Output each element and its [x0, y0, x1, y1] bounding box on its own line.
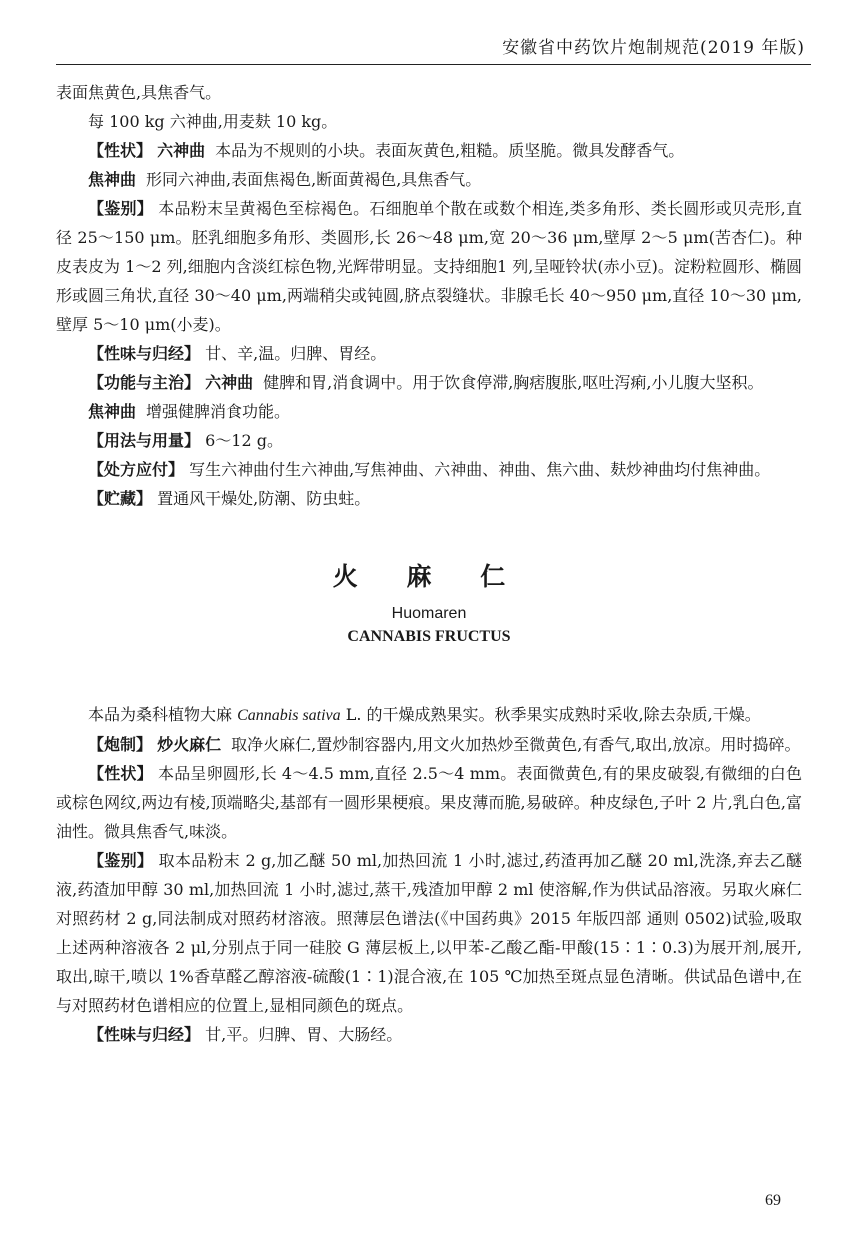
section-label: 【性味与归经】 — [88, 1025, 201, 1044]
section-jianbie-2 — [56, 846, 802, 1020]
section-xingzhuang-2 — [56, 759, 802, 846]
continuation-line: 表面焦黄色,具焦香气。 — [56, 83, 222, 102]
page-number: 69 — [765, 1192, 781, 1209]
section-label: 【鉴别】 — [88, 199, 153, 218]
section-zhucang — [56, 484, 802, 513]
subheading: 焦神曲 — [88, 170, 137, 189]
section-gongneng — [56, 368, 802, 397]
section-jiao-xingzhuang — [56, 165, 802, 194]
section-label: 【性味与归经】 — [88, 344, 201, 363]
section-text: 甘,平。归脾、胃、大肠经。 — [205, 1025, 403, 1044]
section-text: 置通风干燥处,防潮、防虫蛀。 — [157, 489, 371, 508]
section-text: 取本品粉末 2 g,加乙醚 50 ml,加热回流 1 小时,滤过,药渣再加乙醚 20 ml,洗涤,弃去乙醚液,药渣加甲醇 30 ml,加热回流 1 小时,滤过,蒸干,残渣加甲醇 2 ml 使溶解,作为供试品溶液。另取火麻仁对照药材 2 g,同法制成对照药材溶液。照薄层色谱法(《中国药典》2015 年版四部 通则 0502)试验,吸取上述两种溶液各 2 μl,分别点于同一硅胶 G 薄层板上,以甲苯-乙酸乙酯-甲酸(15∶1∶0.3)为展开剂,展开,取出,晾干,喷以 1%香草醛乙醇溶液-硫酸(1∶1)混合液,在 105 ℃加热至斑点显色清晰。供试品色谱中,在与对照药材色谱相应的位置上,显相同颜色的斑点。 — [56, 851, 802, 1015]
section-chufang — [56, 455, 802, 484]
section-paozhi — [56, 730, 802, 759]
monograph-intro — [56, 700, 802, 730]
section-text: 取净火麻仁,置炒制容器内,用文火加热炒至微黄色,有香气,取出,放凉。用时捣碎。 — [231, 735, 801, 754]
monograph-title-block — [56, 557, 802, 646]
section-text: 本品粉末呈黄褐色至棕褐色。石细胞单个散在或数个相连,类多角形、类长圆形或贝壳形,直径 25～150 μm。胚乳细胞多角形、类圆形,长 26～48 μm,宽 20～36 μm,壁厚 2～5 μm(苦杏仁)。种皮表皮为 1～2 列,细胞内含淡红棕色物,光辉带明显。支持细胞1 列,呈哑铃状(赤小豆)。淀粉粒圆形、椭圆形或圆三角状,直径 30～40 μm,两端稍尖或钝圆,脐点裂缝状。非腺毛长 40～950 μm,直径 10～30 μm,壁厚 5～10 μm(小麦)。 — [56, 199, 802, 334]
section-label: 【鉴别】 — [88, 851, 154, 870]
section-text: 增强健脾消食功能。 — [146, 402, 291, 421]
section-text: 本品呈卵圆形,长 4～4.5 mm,直径 2.5～4 mm。表面微黄色,有的果皮破裂,有微细的白色或棕色网纹,两边有棱,顶端略尖,基部有一圆形果梗痕。果皮薄而脆,易破碎。种皮绿色,子叶 2 片,乳白色,富油性。微具焦香气,味淡。 — [56, 764, 802, 841]
section-yongfa — [56, 426, 802, 455]
intro-text: L. 的干燥成熟果实。秋季果实成熟时采收,除去杂质,干燥。 — [340, 705, 761, 724]
section-text: 本品为不规则的小块。表面灰黄色,粗糙。质坚脆。微具发酵香气。 — [215, 141, 685, 160]
section-jianbie — [56, 194, 802, 339]
running-header: 安徽省中药饮片炮制规范(2019 年版) — [502, 38, 805, 58]
section-label: 【炮制】 — [88, 735, 153, 754]
section-text: 形同六神曲,表面焦褐色,断面黄褐色,具焦香气。 — [146, 170, 482, 189]
section-xingzhuang — [56, 136, 802, 165]
subheading: 六神曲 — [157, 141, 206, 160]
section-jiao-gongneng — [56, 397, 802, 426]
section-text: 写生六神曲付生六神曲,写焦神曲、六神曲、神曲、焦六曲、麸炒神曲均付焦神曲。 — [189, 460, 771, 479]
monograph-pinyin: Huomaren — [391, 605, 467, 622]
intro-text: 本品为桑科植物大麻 — [88, 705, 238, 724]
section-label: 【功能与主治】 — [88, 373, 201, 392]
monograph-title: 火 麻 仁 — [332, 562, 526, 591]
section-xingwei — [56, 339, 802, 368]
section-xingwei-2 — [56, 1020, 802, 1049]
section-label: 【性状】 — [88, 764, 153, 783]
ratio-line: 每 100 kg 六神曲,用麦麸 10 kg。 — [88, 112, 338, 131]
page-body — [56, 78, 802, 1049]
section-text: 6～12 g。 — [205, 431, 283, 450]
monograph-latin-name: CANNABIS FRUCTUS — [347, 628, 511, 645]
section-label: 【性状】 — [88, 141, 153, 160]
subheading: 焦神曲 — [88, 402, 137, 421]
section-label: 【贮藏】 — [88, 489, 153, 508]
section-text: 甘、辛,温。归脾、胃经。 — [205, 344, 387, 363]
section-label: 【处方应付】 — [88, 460, 185, 479]
header-divider — [56, 64, 811, 65]
section-text: 健脾和胃,消食调中。用于饮食停滞,胸痞腹胀,呕吐泻痢,小儿腹大坚积。 — [263, 373, 764, 392]
subheading: 炒火麻仁 — [157, 735, 222, 754]
section-label: 【用法与用量】 — [88, 431, 201, 450]
species-name: Cannabis sativa — [237, 707, 341, 724]
subheading: 六神曲 — [205, 373, 254, 392]
